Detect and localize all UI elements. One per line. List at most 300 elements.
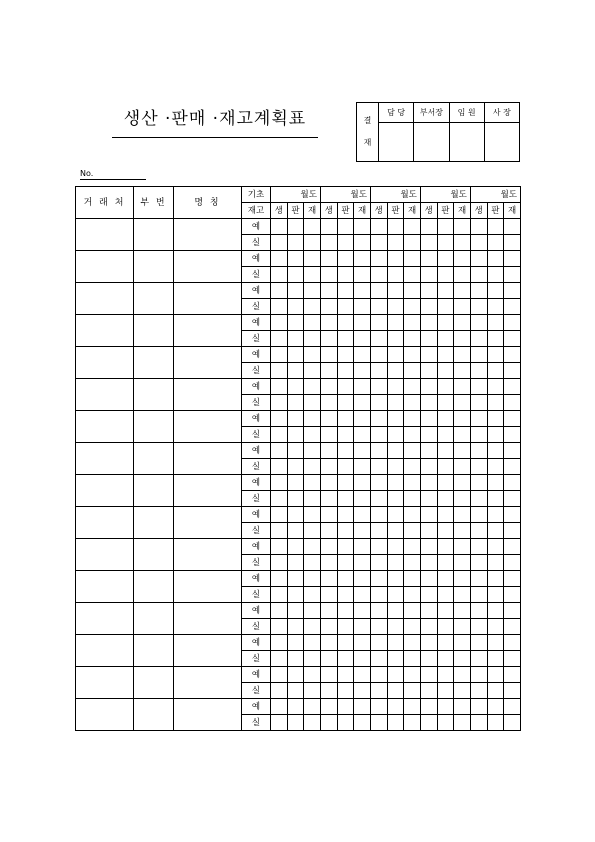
cell-value[interactable] [487, 651, 504, 667]
cell-value[interactable] [437, 619, 454, 635]
cell-value[interactable] [454, 347, 471, 363]
cell-value[interactable] [487, 251, 504, 267]
cell-value[interactable] [420, 251, 437, 267]
cell-value[interactable] [337, 219, 354, 235]
cell-value[interactable] [404, 299, 421, 315]
cell-value[interactable] [437, 299, 454, 315]
cell-value[interactable] [320, 459, 337, 475]
cell-value[interactable] [337, 715, 354, 731]
cell-value[interactable] [271, 235, 288, 251]
cell-value[interactable] [504, 571, 521, 587]
cell-value[interactable] [504, 603, 521, 619]
cell-value[interactable] [470, 491, 487, 507]
cell-value[interactable] [304, 587, 321, 603]
cell-value[interactable] [437, 315, 454, 331]
cell-value[interactable] [454, 363, 471, 379]
cell-value[interactable] [370, 443, 387, 459]
cell-value[interactable] [271, 459, 288, 475]
cell-value[interactable] [437, 475, 454, 491]
cell-value[interactable] [470, 507, 487, 523]
cell-value[interactable] [420, 395, 437, 411]
cell-customer[interactable] [76, 571, 134, 603]
cell-value[interactable] [287, 699, 304, 715]
cell-value[interactable] [271, 523, 288, 539]
cell-value[interactable] [437, 427, 454, 443]
cell-value[interactable] [271, 699, 288, 715]
cell-value[interactable] [337, 443, 354, 459]
cell-value[interactable] [404, 219, 421, 235]
cell-value[interactable] [271, 635, 288, 651]
cell-value[interactable] [354, 363, 371, 379]
cell-value[interactable] [370, 379, 387, 395]
cell-value[interactable] [271, 395, 288, 411]
cell-value[interactable] [354, 347, 371, 363]
cell-value[interactable] [320, 427, 337, 443]
cell-part-no[interactable] [134, 411, 174, 443]
cell-value[interactable] [304, 651, 321, 667]
cell-value[interactable] [354, 299, 371, 315]
cell-value[interactable] [454, 603, 471, 619]
cell-value[interactable] [370, 555, 387, 571]
cell-value[interactable] [404, 651, 421, 667]
cell-value[interactable] [354, 619, 371, 635]
cell-value[interactable] [287, 315, 304, 331]
cell-value[interactable] [470, 539, 487, 555]
cell-value[interactable] [420, 715, 437, 731]
cell-value[interactable] [287, 235, 304, 251]
cell-value[interactable] [487, 347, 504, 363]
cell-value[interactable] [487, 523, 504, 539]
cell-value[interactable] [487, 635, 504, 651]
cell-value[interactable] [320, 571, 337, 587]
cell-value[interactable] [337, 251, 354, 267]
cell-value[interactable] [437, 491, 454, 507]
cell-value[interactable] [271, 651, 288, 667]
cell-value[interactable] [370, 667, 387, 683]
cell-value[interactable] [337, 363, 354, 379]
cell-value[interactable] [404, 539, 421, 555]
cell-value[interactable] [304, 315, 321, 331]
cell-value[interactable] [337, 427, 354, 443]
cell-value[interactable] [437, 667, 454, 683]
cell-value[interactable] [404, 571, 421, 587]
cell-value[interactable] [354, 251, 371, 267]
cell-value[interactable] [404, 603, 421, 619]
cell-value[interactable] [454, 267, 471, 283]
cell-value[interactable] [387, 555, 404, 571]
cell-value[interactable] [454, 699, 471, 715]
cell-value[interactable] [354, 443, 371, 459]
cell-value[interactable] [387, 507, 404, 523]
cell-name[interactable] [174, 347, 242, 379]
cell-value[interactable] [304, 699, 321, 715]
cell-value[interactable] [454, 411, 471, 427]
cell-value[interactable] [304, 299, 321, 315]
cell-value[interactable] [387, 619, 404, 635]
cell-value[interactable] [487, 555, 504, 571]
cell-value[interactable] [271, 427, 288, 443]
cell-value[interactable] [420, 699, 437, 715]
cell-value[interactable] [271, 491, 288, 507]
cell-value[interactable] [304, 219, 321, 235]
header-month[interactable] [370, 187, 420, 203]
cell-value[interactable] [404, 331, 421, 347]
cell-customer[interactable] [76, 635, 134, 667]
cell-value[interactable] [487, 507, 504, 523]
cell-value[interactable] [420, 555, 437, 571]
cell-value[interactable] [370, 427, 387, 443]
cell-value[interactable] [370, 219, 387, 235]
cell-value[interactable] [354, 427, 371, 443]
cell-value[interactable] [387, 475, 404, 491]
cell-value[interactable] [404, 523, 421, 539]
cell-value[interactable] [454, 571, 471, 587]
cell-value[interactable] [370, 299, 387, 315]
cell-value[interactable] [304, 363, 321, 379]
cell-customer[interactable] [76, 699, 134, 731]
cell-value[interactable] [354, 395, 371, 411]
cell-value[interactable] [304, 571, 321, 587]
cell-part-no[interactable] [134, 475, 174, 507]
cell-value[interactable] [504, 459, 521, 475]
cell-value[interactable] [304, 251, 321, 267]
cell-value[interactable] [320, 395, 337, 411]
cell-value[interactable] [271, 619, 288, 635]
cell-value[interactable] [320, 491, 337, 507]
cell-value[interactable] [304, 283, 321, 299]
cell-value[interactable] [487, 315, 504, 331]
cell-value[interactable] [470, 219, 487, 235]
cell-value[interactable] [437, 587, 454, 603]
cell-value[interactable] [404, 235, 421, 251]
cell-value[interactable] [337, 683, 354, 699]
cell-value[interactable] [304, 379, 321, 395]
cell-value[interactable] [437, 379, 454, 395]
cell-value[interactable] [304, 667, 321, 683]
cell-value[interactable] [320, 507, 337, 523]
cell-value[interactable] [387, 395, 404, 411]
cell-part-no[interactable] [134, 539, 174, 571]
cell-value[interactable] [287, 491, 304, 507]
cell-value[interactable] [320, 315, 337, 331]
cell-value[interactable] [437, 715, 454, 731]
cell-part-no[interactable] [134, 283, 174, 315]
cell-value[interactable] [337, 555, 354, 571]
cell-value[interactable] [387, 315, 404, 331]
cell-value[interactable] [287, 395, 304, 411]
cell-value[interactable] [354, 555, 371, 571]
cell-value[interactable] [437, 411, 454, 427]
cell-value[interactable] [504, 651, 521, 667]
cell-value[interactable] [320, 587, 337, 603]
cell-value[interactable] [337, 411, 354, 427]
cell-part-no[interactable] [134, 315, 174, 347]
cell-value[interactable] [271, 683, 288, 699]
cell-value[interactable] [370, 587, 387, 603]
cell-value[interactable] [470, 347, 487, 363]
cell-value[interactable] [354, 475, 371, 491]
cell-value[interactable] [370, 651, 387, 667]
cell-value[interactable] [337, 507, 354, 523]
cell-value[interactable] [387, 347, 404, 363]
cell-value[interactable] [487, 475, 504, 491]
cell-value[interactable] [454, 507, 471, 523]
cell-name[interactable] [174, 699, 242, 731]
cell-value[interactable] [387, 491, 404, 507]
cell-value[interactable] [487, 459, 504, 475]
cell-part-no[interactable] [134, 667, 174, 699]
cell-value[interactable] [304, 331, 321, 347]
cell-value[interactable] [420, 443, 437, 459]
cell-value[interactable] [404, 251, 421, 267]
cell-value[interactable] [470, 331, 487, 347]
cell-value[interactable] [504, 331, 521, 347]
cell-value[interactable] [304, 443, 321, 459]
cell-value[interactable] [454, 443, 471, 459]
cell-value[interactable] [271, 539, 288, 555]
cell-value[interactable] [287, 219, 304, 235]
cell-value[interactable] [320, 331, 337, 347]
cell-value[interactable] [470, 475, 487, 491]
cell-value[interactable] [454, 299, 471, 315]
header-month[interactable] [271, 187, 321, 203]
cell-value[interactable] [370, 459, 387, 475]
cell-value[interactable] [504, 395, 521, 411]
cell-value[interactable] [271, 443, 288, 459]
cell-value[interactable] [354, 635, 371, 651]
cell-value[interactable] [470, 427, 487, 443]
cell-value[interactable] [437, 347, 454, 363]
cell-value[interactable] [354, 683, 371, 699]
cell-value[interactable] [487, 379, 504, 395]
cell-value[interactable] [271, 555, 288, 571]
cell-value[interactable] [437, 363, 454, 379]
cell-value[interactable] [337, 539, 354, 555]
cell-name[interactable] [174, 443, 242, 475]
cell-value[interactable] [437, 459, 454, 475]
cell-value[interactable] [437, 539, 454, 555]
cell-value[interactable] [470, 587, 487, 603]
cell-value[interactable] [370, 619, 387, 635]
cell-value[interactable] [271, 347, 288, 363]
cell-value[interactable] [437, 571, 454, 587]
cell-value[interactable] [387, 331, 404, 347]
cell-value[interactable] [320, 699, 337, 715]
cell-value[interactable] [470, 555, 487, 571]
cell-part-no[interactable] [134, 379, 174, 411]
approval-sign-dept-head[interactable] [414, 123, 449, 162]
cell-value[interactable] [287, 587, 304, 603]
cell-value[interactable] [370, 251, 387, 267]
cell-value[interactable] [287, 715, 304, 731]
cell-value[interactable] [387, 299, 404, 315]
cell-value[interactable] [404, 315, 421, 331]
cell-value[interactable] [454, 395, 471, 411]
cell-value[interactable] [304, 555, 321, 571]
cell-value[interactable] [454, 331, 471, 347]
cell-value[interactable] [454, 523, 471, 539]
cell-value[interactable] [404, 491, 421, 507]
cell-name[interactable] [174, 539, 242, 571]
cell-value[interactable] [470, 619, 487, 635]
cell-value[interactable] [504, 667, 521, 683]
cell-customer[interactable] [76, 379, 134, 411]
cell-value[interactable] [387, 459, 404, 475]
cell-value[interactable] [337, 523, 354, 539]
cell-value[interactable] [470, 267, 487, 283]
cell-value[interactable] [404, 427, 421, 443]
cell-value[interactable] [320, 667, 337, 683]
cell-value[interactable] [404, 635, 421, 651]
cell-value[interactable] [454, 619, 471, 635]
cell-value[interactable] [420, 427, 437, 443]
cell-value[interactable] [404, 363, 421, 379]
cell-value[interactable] [387, 603, 404, 619]
cell-value[interactable] [370, 331, 387, 347]
cell-value[interactable] [354, 699, 371, 715]
cell-value[interactable] [337, 571, 354, 587]
cell-part-no[interactable] [134, 251, 174, 283]
cell-name[interactable] [174, 411, 242, 443]
cell-value[interactable] [370, 315, 387, 331]
cell-value[interactable] [504, 267, 521, 283]
cell-value[interactable] [420, 347, 437, 363]
cell-value[interactable] [304, 683, 321, 699]
cell-value[interactable] [354, 235, 371, 251]
cell-value[interactable] [370, 235, 387, 251]
cell-value[interactable] [370, 699, 387, 715]
cell-value[interactable] [487, 571, 504, 587]
cell-value[interactable] [354, 571, 371, 587]
cell-value[interactable] [287, 251, 304, 267]
cell-customer[interactable] [76, 347, 134, 379]
cell-value[interactable] [504, 619, 521, 635]
cell-name[interactable] [174, 379, 242, 411]
cell-value[interactable] [504, 699, 521, 715]
cell-value[interactable] [404, 443, 421, 459]
cell-value[interactable] [304, 523, 321, 539]
cell-value[interactable] [387, 587, 404, 603]
cell-value[interactable] [437, 251, 454, 267]
cell-value[interactable] [304, 395, 321, 411]
cell-value[interactable] [470, 523, 487, 539]
cell-value[interactable] [370, 491, 387, 507]
cell-value[interactable] [304, 475, 321, 491]
cell-value[interactable] [404, 347, 421, 363]
cell-value[interactable] [504, 491, 521, 507]
cell-value[interactable] [337, 603, 354, 619]
cell-value[interactable] [287, 683, 304, 699]
cell-value[interactable] [420, 235, 437, 251]
cell-value[interactable] [454, 379, 471, 395]
cell-value[interactable] [287, 651, 304, 667]
cell-value[interactable] [271, 363, 288, 379]
cell-value[interactable] [320, 523, 337, 539]
cell-value[interactable] [304, 491, 321, 507]
cell-value[interactable] [387, 683, 404, 699]
cell-value[interactable] [487, 395, 504, 411]
cell-value[interactable] [354, 667, 371, 683]
cell-value[interactable] [504, 219, 521, 235]
cell-value[interactable] [337, 379, 354, 395]
cell-value[interactable] [370, 539, 387, 555]
cell-value[interactable] [271, 411, 288, 427]
cell-value[interactable] [287, 283, 304, 299]
cell-value[interactable] [404, 587, 421, 603]
cell-value[interactable] [337, 267, 354, 283]
cell-value[interactable] [470, 459, 487, 475]
cell-value[interactable] [454, 715, 471, 731]
cell-value[interactable] [420, 331, 437, 347]
cell-part-no[interactable] [134, 443, 174, 475]
cell-value[interactable] [487, 603, 504, 619]
cell-value[interactable] [287, 459, 304, 475]
cell-value[interactable] [504, 283, 521, 299]
cell-value[interactable] [454, 475, 471, 491]
cell-value[interactable] [420, 219, 437, 235]
cell-value[interactable] [470, 315, 487, 331]
cell-value[interactable] [404, 555, 421, 571]
cell-value[interactable] [320, 251, 337, 267]
cell-value[interactable] [271, 251, 288, 267]
cell-value[interactable] [487, 667, 504, 683]
cell-value[interactable] [487, 715, 504, 731]
cell-value[interactable] [470, 379, 487, 395]
cell-value[interactable] [454, 491, 471, 507]
cell-value[interactable] [387, 411, 404, 427]
cell-value[interactable] [354, 603, 371, 619]
cell-value[interactable] [387, 523, 404, 539]
cell-value[interactable] [354, 523, 371, 539]
cell-value[interactable] [420, 635, 437, 651]
cell-value[interactable] [320, 283, 337, 299]
cell-value[interactable] [404, 683, 421, 699]
cell-value[interactable] [287, 347, 304, 363]
cell-name[interactable] [174, 475, 242, 507]
cell-value[interactable] [404, 699, 421, 715]
cell-value[interactable] [320, 219, 337, 235]
cell-value[interactable] [370, 267, 387, 283]
cell-value[interactable] [387, 235, 404, 251]
cell-value[interactable] [370, 715, 387, 731]
cell-value[interactable] [454, 235, 471, 251]
cell-value[interactable] [420, 459, 437, 475]
cell-value[interactable] [304, 603, 321, 619]
cell-value[interactable] [387, 267, 404, 283]
cell-value[interactable] [354, 315, 371, 331]
cell-customer[interactable] [76, 251, 134, 283]
cell-value[interactable] [320, 443, 337, 459]
cell-value[interactable] [487, 539, 504, 555]
cell-value[interactable] [470, 699, 487, 715]
cell-name[interactable] [174, 507, 242, 539]
cell-value[interactable] [404, 379, 421, 395]
header-month[interactable] [470, 187, 520, 203]
cell-value[interactable] [354, 459, 371, 475]
cell-value[interactable] [487, 299, 504, 315]
cell-name[interactable] [174, 667, 242, 699]
cell-value[interactable] [437, 331, 454, 347]
cell-value[interactable] [271, 715, 288, 731]
cell-value[interactable] [271, 283, 288, 299]
cell-value[interactable] [470, 363, 487, 379]
cell-value[interactable] [387, 283, 404, 299]
cell-value[interactable] [304, 507, 321, 523]
approval-sign-president[interactable] [484, 123, 519, 162]
cell-value[interactable] [454, 667, 471, 683]
cell-value[interactable] [504, 363, 521, 379]
cell-value[interactable] [337, 347, 354, 363]
